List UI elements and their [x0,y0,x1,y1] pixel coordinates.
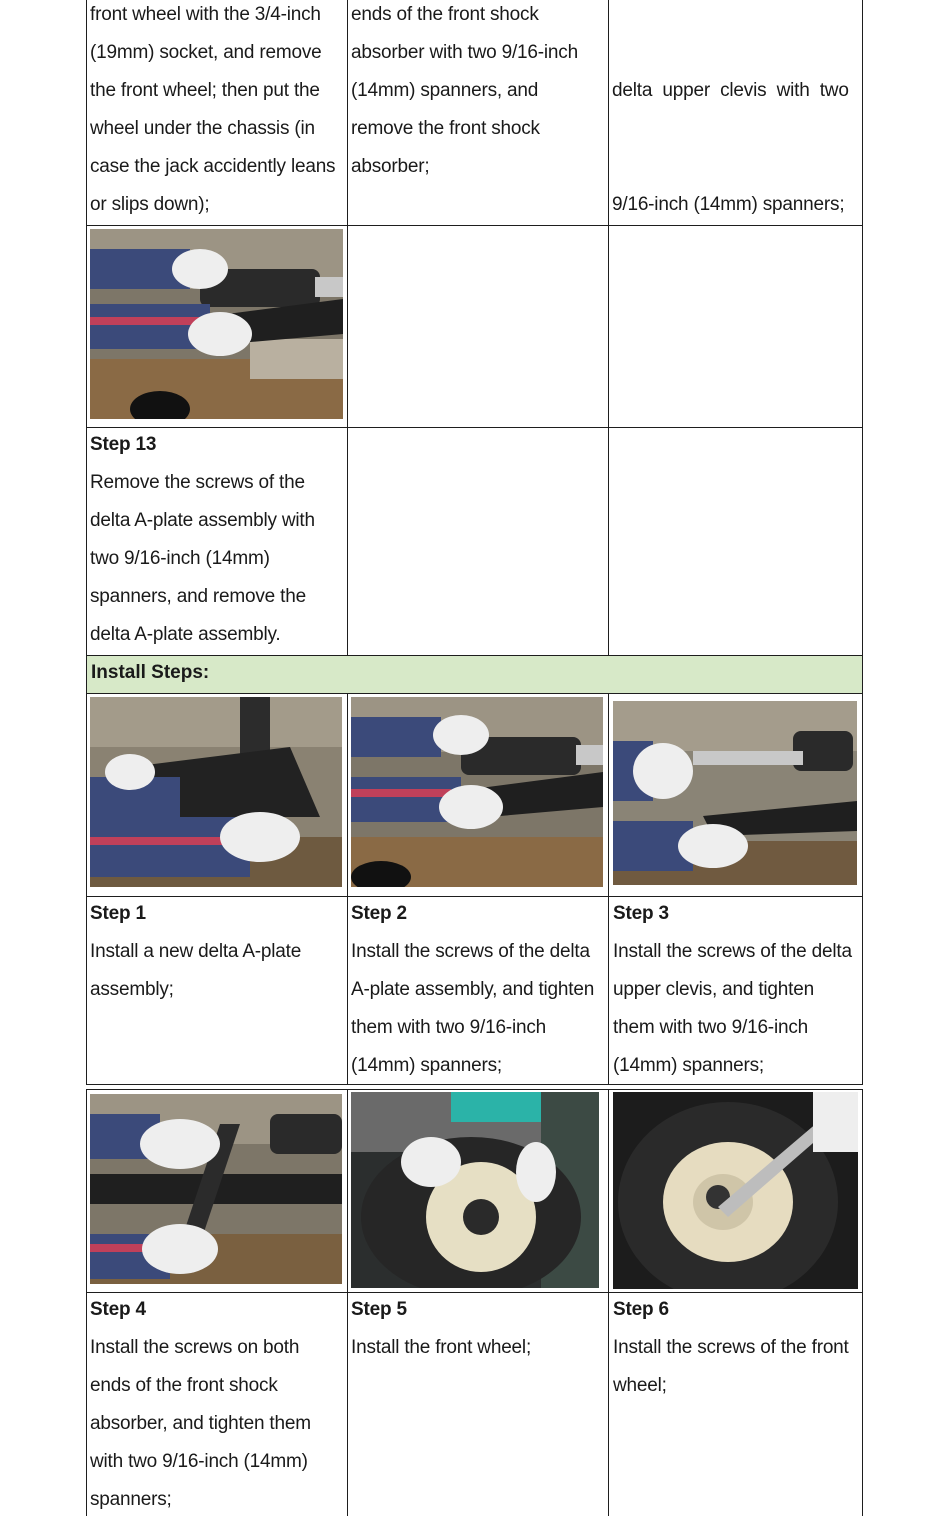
install-steps-heading: Install Steps: [87,655,862,694]
step2-title: Step 2 [351,903,407,924]
step4-text: Step 4 Install the screws on both ends of the front shock absorber, and tighten them with two 9/16-inch (14mm) spanners; [90,1291,311,1519]
step6-title: Step 6 [613,1299,669,1320]
step3-photo [613,701,857,885]
step1-photo [90,697,342,887]
grid-line [862,0,863,1084]
step2-text: Step 2 Install the screws of the delta A-plate assembly, and tighten them with two 9/16-inch (14mm) spanners; [351,895,594,1085]
step5-text: Step 5 Install the front wheel; [351,1291,531,1367]
grid-line [608,1089,609,1516]
step1-title: Step 1 [90,903,146,924]
grid-line [862,1089,863,1516]
step1-text: Step 1 Install a new delta A-plate assembly; [90,895,301,1009]
grid-line [86,1089,87,1516]
step4-title: Step 4 [90,1299,146,1320]
grid-line [608,0,609,655]
step13-text: Step 13 Remove the screws of the delta A-plate assembly with two 9/16-inch (14mm) spanners, and remove the delta A-plate assembly. [90,426,315,654]
step2-photo [351,697,603,887]
step3-title: Step 3 [613,903,669,924]
step5-photo [351,1092,599,1288]
grid-line [86,0,87,1084]
grid-line [347,1089,348,1516]
step4-photo [90,1094,342,1284]
step6-text: Step 6 Install the screws of the front wheel; [613,1291,849,1405]
step13-title: Step 13 [90,434,157,455]
step5-title: Step 5 [351,1299,407,1320]
grid-line [347,693,348,1084]
remove-col2-text: ends of the front shock absorber with two 9/16-inch (14mm) spanners, and remove the front shock absorber; [351,4,578,177]
remove-col3-text: delta upper clevis with two 9/16-inch (14mm) spanners; [612,80,849,215]
grid-line [608,693,609,1084]
grid-line [347,0,348,655]
grid-line [86,1089,863,1090]
step13-photo [90,229,343,419]
step3-text: Step 3 Install the screws of the delta upper clevis, and tighten them with two 9/16-inch (14mm) spanners; [613,895,852,1085]
remove-col1-text: front wheel with the 3/4-inch (19mm) socket, and remove the front wheel; then put the wheel under the chassis (in case the jack accidently leans or slips down); [90,4,336,215]
step6-photo [613,1092,858,1289]
